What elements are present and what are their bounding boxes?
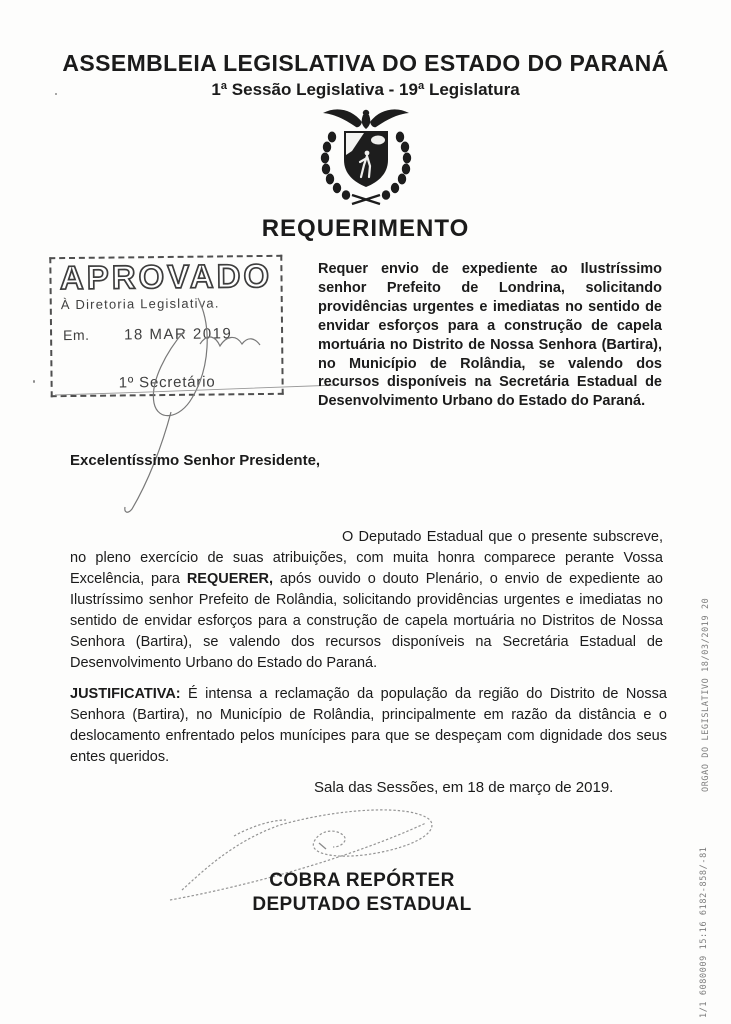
scan-speck	[55, 93, 57, 95]
legislature-session-subtitle: 1ª Sessão Legislativa - 19ª Legislatura	[211, 80, 520, 99]
fax-stamp-top: ORGAO DO LEGISLATIVO 18/03/2019 20	[701, 597, 711, 792]
body-text-after: após ouvido o douto Plenário, o envio de expediente ao Ilustríssimo senhor Prefeito de Rolândia, solicitando providências urgentes e imediatas no sentido de envidar esforços para a construção de capela mortuária no Distritos de Nossa Senhora (Bartira), se valendo dos recursos disponíveis na Secretária Estadual de Desenvolvimento Urbano do Estado do Paraná.	[70, 571, 663, 671]
document-title: REQUERIMENTO	[261, 215, 470, 242]
body-requerer-keyword: REQUERER,	[186, 571, 274, 587]
stamp-date: 18 MAR 2019	[124, 325, 233, 344]
institution-name: ASSEMBLEIA LEGISLATIVA DO ESTADO DO PARANÁ	[62, 50, 669, 76]
scan-speck	[33, 380, 35, 383]
justification-label: JUSTIFICATIVA:	[70, 686, 181, 702]
body-text-before: O Deputado Estadual que o presente subscreve, no pleno exercício de suas atribuições, com muita honra comparece perante Vossa Excelência, para	[70, 529, 663, 587]
stamp-approved-word: APROVADO	[59, 256, 273, 297]
stamp-em-label: Em.	[63, 326, 90, 344]
justification-text: É intensa a reclamação da população da região do Distrito de Nossa Senhora (Bartira), no Município de Rolândia, principalmente em razão da distância e o deslocamento enfrentado pelos munícipes para que se despeçam com dignidade dos seus entes queridos.	[70, 686, 667, 765]
deputy-name: COBRA REPÓRTER	[269, 870, 455, 891]
request-summary-ementa: Requer envio de expediente ao Ilustríssimo senhor Prefeito de Londrina, solicitando providências urgentes e imediatas no sentido de envidar esforços para a construção de capela mortuária no Distrito de Nossa Senhora (Bartira), no Município de Rolândia, se valendo dos recursos disponíveis na Secretária Estadual de Desenvolvimento Urbano do Estado do Paraná.	[318, 261, 662, 410]
fax-stamp-bottom: 1/1 6080009 15:16 6182-858/-81	[699, 846, 709, 1018]
stamp-secretary-line: 1º Secretário	[118, 373, 216, 392]
justification-paragraph	[70, 684, 667, 768]
deputy-role: DEPUTADO ESTADUAL	[252, 894, 472, 915]
stamp-signature-scribble	[50, 282, 350, 517]
parana-coat-of-arms-icon	[316, 105, 416, 211]
signature-block	[212, 869, 512, 917]
request-body-paragraph	[70, 527, 663, 674]
place-and-date-line: Sala das Sessões, em 18 de março de 2019.	[314, 779, 614, 796]
salutation-line: Excelentíssimo Senhor Presidente,	[70, 452, 321, 469]
stamp-directorate-line: À Diretoria Legislativa.	[60, 295, 220, 313]
